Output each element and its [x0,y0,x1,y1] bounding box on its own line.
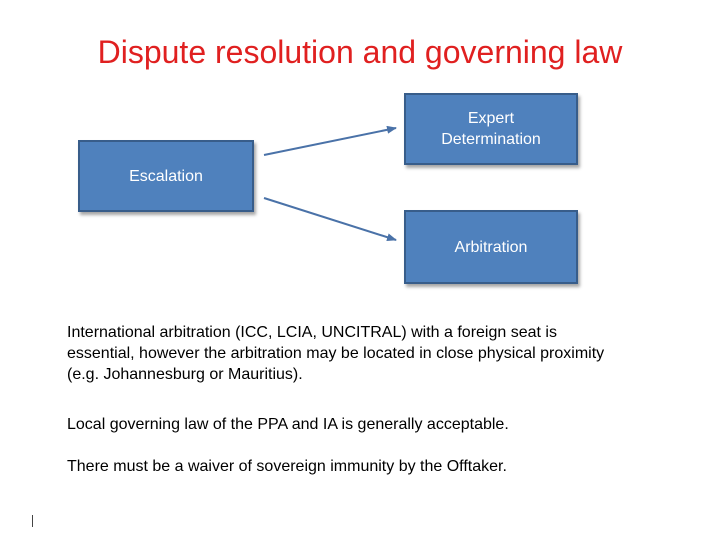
slide-title: Dispute resolution and governing law [97,34,623,70]
escalation-label: Escalation [129,167,203,185]
paragraph-sovereign-immunity: There must be a waiver of sovereign immunity by the Offtaker. [67,458,507,475]
arbitration-box [404,210,578,284]
expert-label-line1: Expert [467,110,515,127]
expert-determination-box [404,93,578,165]
expert-label-line2: Determination [441,131,541,148]
footer-marker [32,515,33,527]
escalation-box [78,140,254,212]
paragraph-governing-law: Local governing law of the PPA and IA is generally acceptable. [67,416,509,433]
arrow-to-arbitration [264,198,396,240]
arrow-to-expert-determination [264,128,396,155]
arbitration-label: Arbitration [454,238,528,256]
paragraph-international-arbitration: International arbitration (ICC, LCIA, UNCITRAL) with a foreign seat is essential, however the arbitration may be located in close physical proximity (e.g. Johannesburg or Mauritius). [67,324,605,383]
